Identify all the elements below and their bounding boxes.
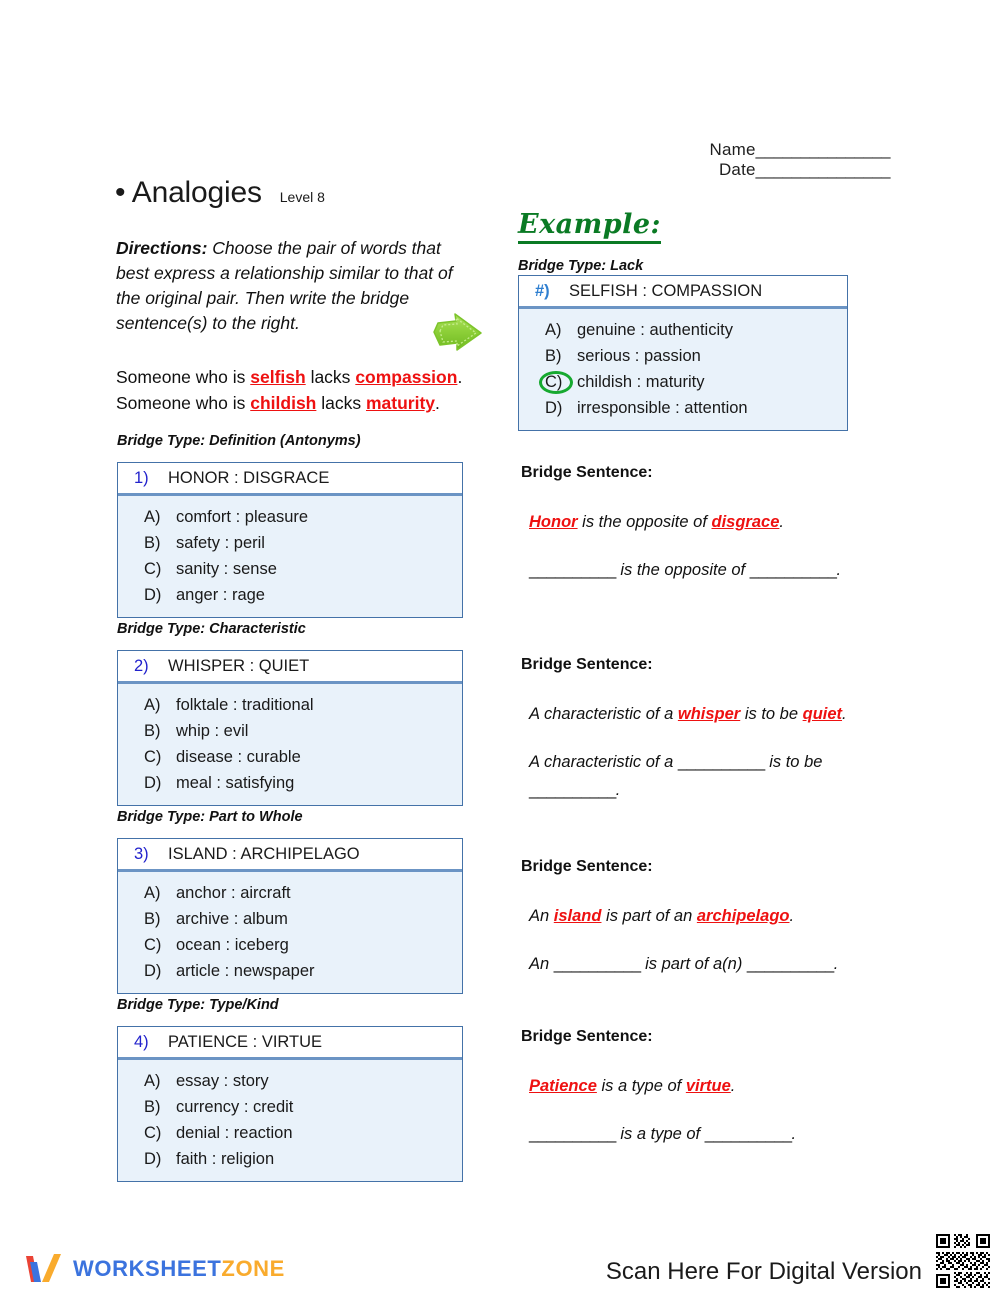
question-4-option-c-letter: C) [144, 1124, 162, 1142]
question-4-option-d-letter: D) [144, 1150, 162, 1168]
bs-1-keyword-1: Honor [529, 513, 578, 531]
question-2-card [117, 650, 463, 806]
question-2-option-b-text: whip : evil [176, 722, 249, 740]
bridge-sentence-1-example [521, 508, 921, 536]
question-1-option-d[interactable] [118, 582, 462, 608]
bridge-sentence-block-2 [521, 656, 921, 804]
example-option-d[interactable] [519, 395, 847, 421]
example-heading: Example: [518, 210, 661, 244]
bs-2-mid: is to be [740, 705, 803, 723]
date-blank-rule[interactable]: _______________ [755, 160, 890, 179]
bridge-sentence-3-blank-line[interactable] [521, 950, 921, 978]
example-option-b-text: serious : passion [577, 347, 701, 365]
bridge-sentence-2-example [521, 700, 921, 728]
question-2-option-a-letter: A) [144, 696, 161, 714]
bs-3-post: . [789, 907, 795, 925]
question-3-option-a-letter: A) [144, 884, 161, 902]
bs-4-blank-mid: is a type of [615, 1125, 705, 1143]
question-1-prompt: HONOR : DISGRACE [168, 468, 330, 487]
worksheet-zone-mark-icon [24, 1252, 64, 1286]
question-3-bridge-type: Bridge Type: Part to Whole [117, 809, 303, 825]
bs-1-blank-1[interactable]: __________ [529, 561, 616, 579]
bs-2-post: . [842, 705, 847, 723]
bs-1-blank-post: . [836, 561, 842, 579]
question-2-option-d-text: meal : satisfying [176, 774, 295, 792]
question-4-option-d[interactable] [118, 1146, 462, 1172]
example-option-c[interactable] [519, 369, 847, 395]
question-1-option-d-letter: D) [144, 586, 162, 604]
bridge-sentence-1-blank-line[interactable] [521, 556, 921, 584]
bridge-sentence-block-4 [521, 1028, 921, 1148]
directions-block [116, 236, 464, 336]
example-bridge-type: Bridge Type: Lack [518, 258, 644, 274]
question-2-prompt: WHISPER : QUIET [168, 656, 310, 675]
question-1-bridge-type: Bridge Type: Definition (Antonyms) [117, 433, 361, 449]
intro-1-keyword-2: compassion [355, 367, 458, 387]
question-1-option-b[interactable] [118, 530, 462, 556]
intro-2-pre: Someone who is [116, 393, 251, 413]
example-options-list [519, 309, 847, 430]
bs-2-keyword-2: quiet [802, 705, 843, 723]
bs-2-blank-2[interactable]: __________ [529, 781, 616, 799]
question-2-bridge-type: Bridge Type: Characteristic [117, 621, 306, 637]
question-4-option-a-text: essay : story [176, 1072, 269, 1090]
name-label: Name [709, 140, 756, 159]
bs-4-mid: is a type of [596, 1077, 686, 1095]
question-3-option-c[interactable] [118, 932, 462, 958]
bs-4-keyword-1: Patience [529, 1077, 597, 1095]
bridge-sentence-2-title: Bridge Sentence: [521, 656, 653, 673]
worksheet-zone-logo[interactable] [24, 1252, 285, 1286]
bridge-sentence-block-1 [521, 464, 921, 584]
qr-code[interactable] [934, 1232, 992, 1290]
question-1-option-a-text: comfort : pleasure [176, 508, 309, 526]
bridge-sentence-2-blank-line[interactable] [521, 748, 921, 804]
question-1-option-d-text: anger : rage [176, 586, 265, 604]
question-2-header [118, 651, 462, 684]
intro-sentences [116, 364, 496, 416]
intro-1-post: . [457, 367, 463, 387]
example-option-c-text: childish : maturity [577, 373, 705, 391]
question-3-option-c-text: ocean : iceberg [176, 936, 289, 954]
question-4-prompt: PATIENCE : VIRTUE [168, 1032, 323, 1051]
example-question-header [519, 276, 847, 309]
question-1-option-c-text: sanity : sense [176, 560, 277, 578]
question-3-prompt: ISLAND : ARCHIPELAGO [168, 844, 360, 863]
bs-4-keyword-2: virtue [685, 1077, 731, 1095]
bs-3-mid: is part of an [601, 907, 697, 925]
example-question-card [518, 275, 848, 431]
directions-label: Directions: [116, 238, 208, 258]
page-title: • Analogies [115, 176, 262, 209]
bs-3-blank-2[interactable]: __________ [746, 955, 834, 973]
example-question-prompt: SELFISH : COMPASSION [569, 281, 763, 300]
bs-4-post: . [730, 1077, 736, 1095]
logo-text-zone: ZONE [221, 1256, 285, 1281]
example-option-d-letter: D) [545, 399, 563, 417]
bs-4-blank-post: . [791, 1125, 797, 1143]
question-3-header [118, 839, 462, 872]
question-2-option-b-letter: B) [144, 722, 161, 740]
scan-here-text: Scan Here For Digital Version [605, 1258, 922, 1285]
question-3-number: 3) [134, 844, 149, 863]
bridge-sentence-4-example [521, 1072, 921, 1100]
intro-1-mid: lacks [305, 367, 356, 387]
question-3-option-d[interactable] [118, 958, 462, 984]
green-arrow-icon [428, 312, 486, 364]
bridge-sentence-3-title: Bridge Sentence: [521, 858, 653, 875]
bs-3-blank-1[interactable]: __________ [553, 955, 641, 973]
bs-1-blank-2[interactable]: __________ [749, 561, 837, 579]
page-title-block [115, 176, 325, 210]
directions-text: Choose the pair of words that best express a relationship similar to that of the original pair. Then write the bridge sentence(s) to the right. [116, 238, 453, 333]
bs-3-pre: An [529, 907, 554, 925]
intro-2-post: . [435, 393, 440, 413]
question-4-option-c-text: denial : reaction [176, 1124, 293, 1142]
question-3-option-b-text: archive : album [176, 910, 288, 928]
example-option-b-letter: B) [545, 347, 562, 365]
question-1-option-a-letter: A) [144, 508, 161, 526]
bs-3-keyword-2: archipelago [696, 907, 790, 925]
bridge-sentence-block-3 [521, 858, 921, 978]
bs-1-keyword-2: disgrace [711, 513, 780, 531]
question-4-option-b-text: currency : credit [176, 1098, 294, 1116]
question-2-option-d-letter: D) [144, 774, 162, 792]
bridge-sentence-1-title: Bridge Sentence: [521, 464, 653, 481]
bs-2-blank-1[interactable]: __________ [677, 753, 765, 771]
bs-3-keyword-1: island [553, 907, 602, 925]
intro-1-pre: Someone who is [116, 367, 251, 387]
question-4-option-b[interactable] [118, 1094, 462, 1120]
question-2-option-a[interactable] [118, 692, 462, 718]
question-1-header [118, 463, 462, 496]
example-option-a[interactable] [519, 317, 847, 343]
question-3-option-d-text: article : newspaper [176, 962, 315, 980]
name-row [600, 140, 890, 160]
question-4-options-list [118, 1060, 462, 1181]
bs-1-mid: is the opposite of [577, 513, 712, 531]
question-4-option-d-text: faith : religion [176, 1150, 275, 1168]
question-2-option-c[interactable] [118, 744, 462, 770]
question-2-option-b[interactable] [118, 718, 462, 744]
question-1-option-a[interactable] [118, 504, 462, 530]
question-2-number: 2) [134, 656, 149, 675]
bs-3-blank-post: . [833, 955, 839, 973]
intro-sentence-2 [116, 390, 496, 416]
question-3-option-d-letter: D) [144, 962, 162, 980]
bridge-sentence-4-blank-line[interactable] [521, 1120, 921, 1148]
intro-2-mid: lacks [316, 393, 366, 413]
question-4-option-a[interactable] [118, 1068, 462, 1094]
question-4-number: 4) [134, 1032, 149, 1051]
name-blank-rule[interactable]: _______________ [755, 140, 890, 159]
question-4-bridge-type: Bridge Type: Type/Kind [117, 997, 279, 1013]
question-3-option-c-letter: C) [144, 936, 162, 954]
question-3-options-list [118, 872, 462, 993]
question-3-option-b[interactable] [118, 906, 462, 932]
question-1-card [117, 462, 463, 618]
date-label: Date [718, 160, 756, 179]
question-4-card [117, 1026, 463, 1182]
intro-2-keyword-2: maturity [365, 393, 436, 413]
bs-2-blank-pre: A characteristic of a [529, 753, 678, 771]
bs-2-blank-post: . [615, 781, 621, 799]
question-4-option-a-letter: A) [144, 1072, 161, 1090]
question-2-options-list [118, 684, 462, 805]
example-option-b[interactable] [519, 343, 847, 369]
example-option-d-text: irresponsible : attention [577, 399, 748, 417]
question-3-option-a[interactable] [118, 880, 462, 906]
question-2-option-a-text: folktale : traditional [176, 696, 314, 714]
bs-2-pre: A characteristic of a [529, 705, 678, 723]
question-2-option-c-letter: C) [144, 748, 162, 766]
bs-1-blank-mid: is the opposite of [615, 561, 750, 579]
intro-sentence-1 [116, 364, 496, 390]
bs-2-blank-mid: is to be [764, 753, 823, 771]
bs-3-blank-pre: An [529, 955, 554, 973]
question-3-option-b-letter: B) [144, 910, 161, 928]
name-date-block [600, 140, 890, 180]
question-2-option-d[interactable] [118, 770, 462, 796]
example-question-number: #) [535, 281, 550, 300]
question-1-options-list [118, 496, 462, 617]
question-1-option-c-letter: C) [144, 560, 162, 578]
question-1-number: 1) [134, 468, 149, 487]
logo-text [73, 1256, 285, 1282]
bridge-sentence-3-example [521, 902, 921, 930]
bs-3-blank-mid: is part of a(n) [640, 955, 747, 973]
question-1-option-b-text: safety : peril [176, 534, 265, 552]
date-row [600, 160, 890, 180]
bs-1-post: . [779, 513, 784, 531]
example-option-a-text: genuine : authenticity [577, 321, 733, 339]
level-label: Level 8 [279, 189, 325, 205]
bs-4-blank-1[interactable]: __________ [529, 1125, 616, 1143]
question-4-header [118, 1027, 462, 1060]
logo-text-worksheet: WORKSHEET [73, 1256, 222, 1281]
question-4-option-b-letter: B) [144, 1098, 161, 1116]
bridge-sentence-4-title: Bridge Sentence: [521, 1028, 653, 1045]
intro-1-keyword-1: selfish [250, 367, 306, 387]
example-option-c-letter: C) [545, 373, 563, 391]
question-4-option-c[interactable] [118, 1120, 462, 1146]
question-3-option-a-text: anchor : aircraft [176, 884, 291, 902]
question-1-option-c[interactable] [118, 556, 462, 582]
question-3-card [117, 838, 463, 994]
example-option-a-letter: A) [545, 321, 562, 339]
intro-2-keyword-1: childish [250, 393, 317, 413]
question-2-option-c-text: disease : curable [176, 748, 301, 766]
question-1-option-b-letter: B) [144, 534, 161, 552]
bs-4-blank-2[interactable]: __________ [704, 1125, 792, 1143]
bs-2-keyword-1: whisper [677, 705, 741, 723]
